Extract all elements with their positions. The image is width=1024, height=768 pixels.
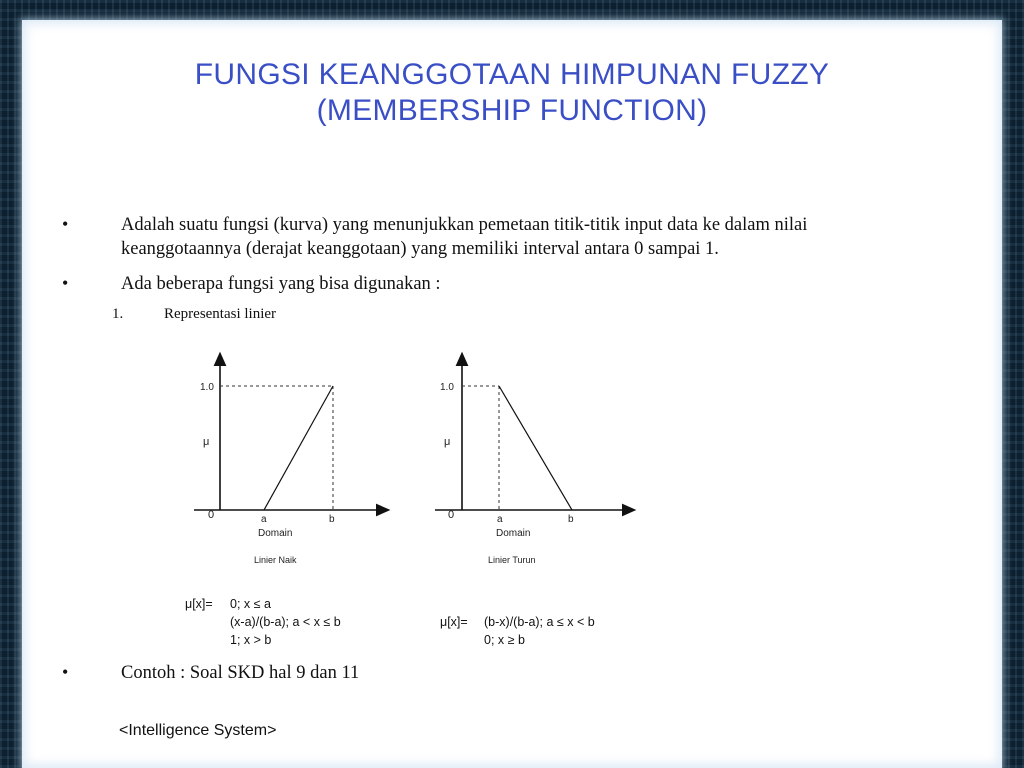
y-top-label: 1.0 [200, 382, 214, 393]
formula-line2: (x-a)/(b-a); a < x ≤ b [230, 615, 341, 629]
bullet-marker: • [62, 214, 69, 234]
slide-title-line2: (MEMBERSHIP FUNCTION) [316, 94, 708, 127]
membership-graphs [22, 330, 1002, 660]
graph-linier-turun [435, 358, 630, 647]
bullet-2-text: Ada beberapa fungsi yang bisa digunakan : [121, 274, 441, 294]
slide-title-line1: FUNGSI KEANGGOTAAN HIMPUNAN FUZZY [194, 58, 830, 91]
formula-line1: (b-x)/(b-a); a ≤ x < b [484, 615, 595, 629]
graph-linier-naik [185, 358, 384, 647]
subitem-text: Representasi linier [164, 306, 277, 322]
formula-lead: μ[x]= [440, 615, 468, 629]
falling-line [499, 386, 572, 510]
bullet-1-line1: Adalah suatu fungsi (kurva) yang menunjukkan pemetaan titik-titik input data ke dalam nilai [121, 215, 808, 235]
x-b-label: b [329, 514, 335, 525]
bullet-1-text [121, 213, 991, 261]
x-a-label: a [261, 514, 267, 525]
y-top-label: 1.0 [440, 382, 454, 393]
bullet-marker: • [62, 662, 69, 682]
formula-lead: μ[x]= [185, 597, 213, 611]
formula-line3: 1; x > b [230, 633, 272, 647]
bullet-3-text: Contoh : Soal SKD hal 9 dan 11 [121, 663, 360, 683]
slide-footer: <Intelligence System> [119, 722, 277, 739]
formula-line1: 0; x ≤ a [230, 597, 271, 611]
formula-line2: 0; x ≥ b [484, 633, 525, 647]
slide [22, 20, 1002, 768]
graph-caption: Linier Turun [488, 555, 536, 565]
x-b-label: b [568, 514, 574, 525]
subitem-number: 1. [112, 306, 124, 322]
x-axis-label: Domain [496, 528, 531, 539]
bullet-1-line2: keanggotaannya (derajat keanggotaan) yang memiliki interval antara 0 sampai 1. [121, 239, 719, 259]
rising-line [264, 386, 333, 510]
x-a-label: a [497, 514, 503, 525]
mu-axis-label: μ [203, 436, 210, 448]
bullet-marker: • [62, 273, 69, 293]
x-axis-label: Domain [258, 528, 293, 539]
graph-caption: Linier Naik [254, 555, 297, 565]
mu-axis-label: μ [444, 436, 451, 448]
origin-label: 0 [208, 509, 215, 521]
origin-label: 0 [448, 509, 455, 521]
